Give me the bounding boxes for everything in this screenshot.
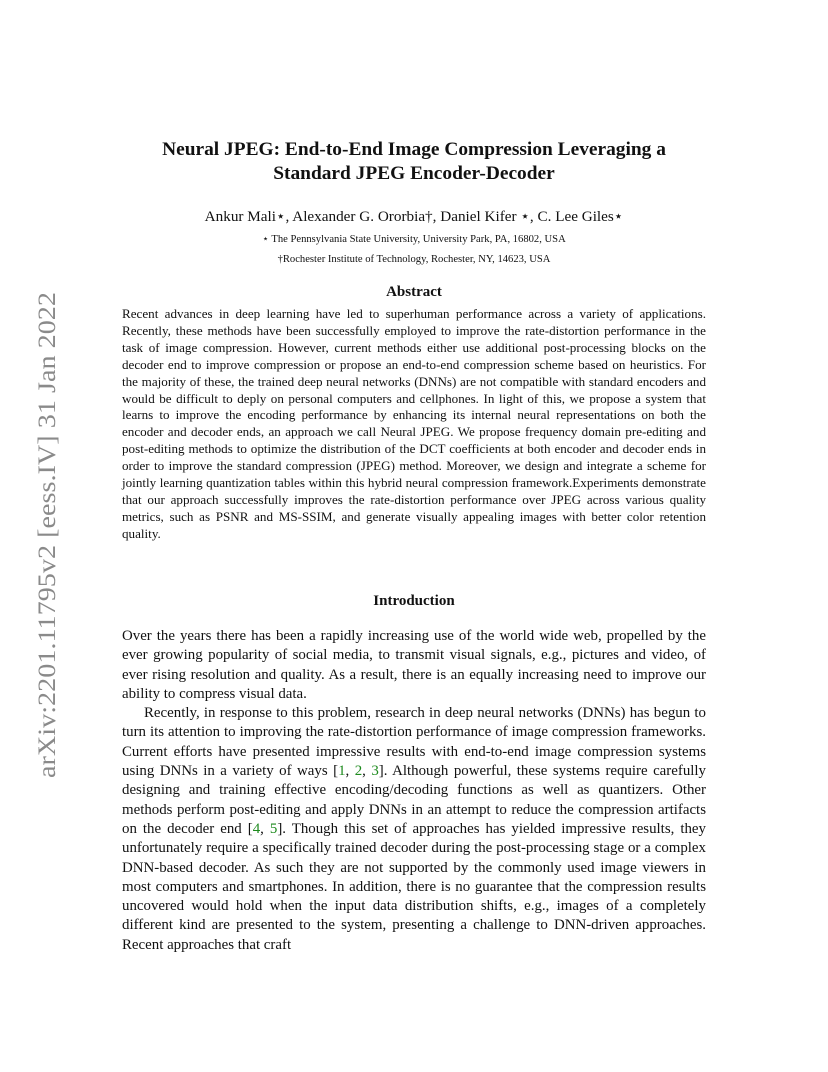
- paper-title: [110, 138, 718, 186]
- arxiv-identifier-text: arXiv:2201.11795v2 [eess.IV] 31 Jan 2022: [32, 338, 61, 778]
- title-line-2: Standard JPEG Encoder-Decoder: [273, 163, 555, 184]
- intro-paragraph-1: Over the years there has been a rapidly increasing use of the world wide web, propelled by the ever growing popularity of social media, to transmit visual signals, e.g., pictures and video, of ever rising resolution and quality. As a result, there is an equally increasing need to improve our ability to compress visual data.: [122, 628, 706, 702]
- citation-separator: ,: [362, 763, 372, 780]
- citation-separator: ,: [345, 763, 355, 780]
- abstract-body: Recent advances in deep learning have led to superhuman performance across a variety of applications. Recently, these methods have been successfully employed to improve the rate-distortion performance in the task of image compression. However, current methods either use additional post-processing blocks on the decoder end to improve compression or propose an end-to-end compression scheme based on heuristics. For the majority of these, the trained deep neural networks (DNNs) are not compatible with standard encoders and would be difficult to deply on personal computers and cellphones. In light of this, we propose a system that learns to improve the encoding performance by enhancing its internal neural representations on both the encoder and decoder ends, an approach we call Neural JPEG. We propose frequency domain pre-editing and post-editing methods to optimize the distribution of the DCT coefficients at both encoder and decoder ends in order to improve the standard compression (JPEG) method. Moreover, we design and integrate a scheme for jointly learning quantization tables within this hybrid neural compression framework.Experiments demonstrate that our approach successfully improves the rate-distortion performance over JPEG across various quality metrics, such as PSNR and MS-SSIM, and generate visually appealing images with better color retention quality.: [122, 306, 706, 541]
- intro-p2-text-a: Recently, in response to this problem, research in deep neural networks (DNNs) has begun to turn its attention to improving the rate-distortion performance of image compression frameworks. Current efforts have presented impressive results with end-to-end image compression systems using DNNs in a variety of ways [: [122, 705, 706, 780]
- citation-link-5[interactable]: 5: [269, 820, 278, 837]
- citation-separator: ,: [260, 820, 270, 837]
- introduction-body: [122, 627, 706, 955]
- arxiv-identifier: [22, 290, 66, 780]
- affiliation-rochester: †Rochester Institute of Technology, Rochester, NY, 14623, USA: [277, 254, 551, 265]
- intro-p2-text-b: ]. Although powerful, these systems require carefully designing and training effective encoding/decoding functions as well as quantizers. Other methods perform post-editing and apply DNNs in an attempt to reduce the compression artifacts on the decoder end [: [122, 763, 706, 837]
- author-list: Ankur Mali⋆, Alexander G. Ororbia†, Daniel Kifer ⋆, C. Lee Giles⋆: [204, 208, 624, 225]
- citation-link-1[interactable]: 1: [338, 763, 346, 780]
- affiliation-penn-state: ⋆ The Pennsylvania State University, University Park, PA, 16802, USA: [262, 234, 566, 245]
- introduction-heading: Introduction: [373, 593, 455, 609]
- title-line-1: Neural JPEG: End-to-End Image Compression Leveraging a: [162, 139, 666, 160]
- intro-p2-text-c: ]. Though this set of approaches has yielded impressive results, they unfortunately require a specifically trained decoder during the post-processing stage or a complex DNN-based decoder. As such they are not supported by the commonly used image viewers in most computers and smartphones. In addition, there is no guarantee that the compression results uncovered would hold when the input data distribution shifts, e.g., images of a completely different kind are presented to the system, presenting a challenge to DNN-driven approaches. Recent approaches that craft: [122, 820, 706, 953]
- abstract-heading: Abstract: [386, 284, 442, 300]
- intro-paragraph-2: [122, 704, 706, 955]
- citation-link-3[interactable]: 3: [371, 763, 379, 780]
- citation-link-2[interactable]: 2: [354, 763, 363, 780]
- citation-link-4[interactable]: 4: [252, 820, 261, 837]
